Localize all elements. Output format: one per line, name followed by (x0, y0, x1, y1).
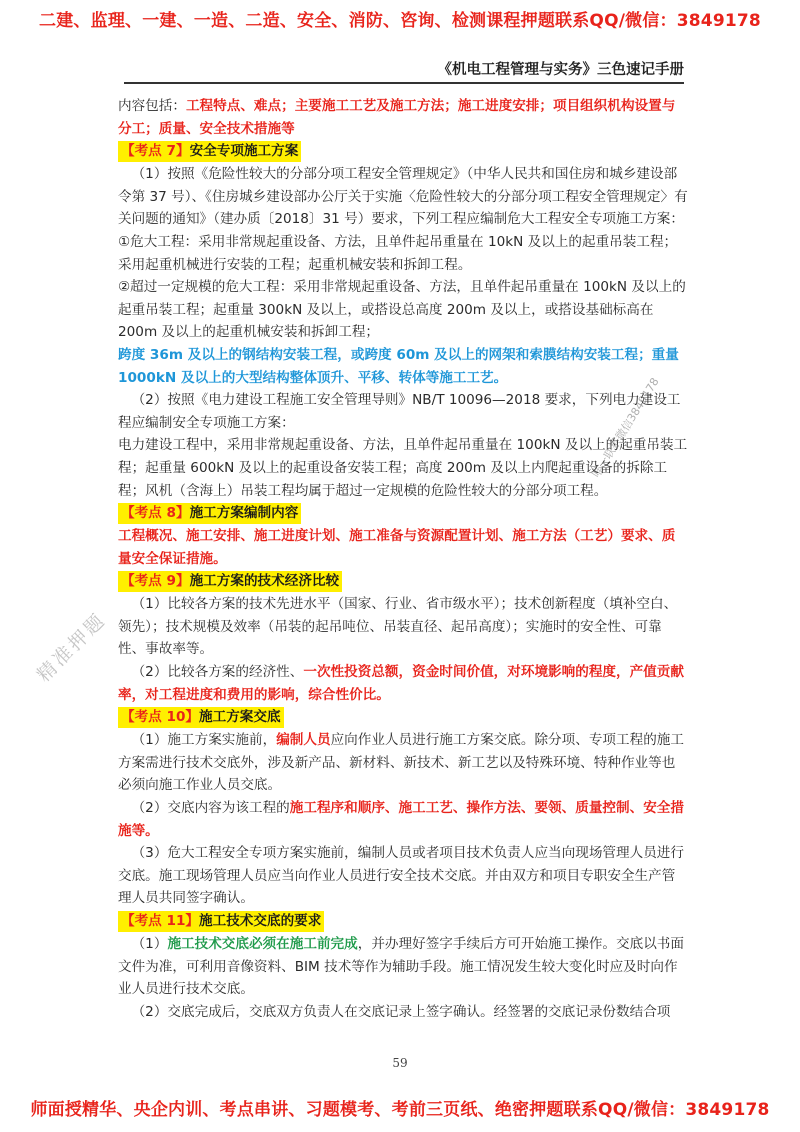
top-banner: 二建、监理、一建、一造、二造、安全、消防、咨询、检测课程押题联系QQ/微信：3849178 (39, 11, 761, 31)
kd10-tag: 【考点 10】 (121, 709, 200, 726)
kd7-paragraph-1: （1）按照《危险性较大的分部分项工程安全管理规定》（中华人民共和国住房和城乡建设部令第 37 号）、《住房城乡建设部办公厅关于实施〈危险性较大的分部分项工程安全管理规定〉有关问题的通知》（建办质〔2018〕31 号）要求，下列工程应编制危大工程安全专项施工方案： (118, 166, 688, 228)
kd11-title: 施工技术交底的要求 (199, 913, 322, 929)
kd8-tag: 【考点 8】 (121, 505, 190, 522)
section-heading-kd10 (118, 707, 284, 728)
watermark-right: 唯一联系微信3849178 (589, 375, 662, 480)
kd7-paragraph-2: （2）按照《电力建设工程施工安全管理导则》NB/T 10096—2018 要求，下列电力建设工程应编制安全专项施工方案： (118, 392, 681, 431)
watermark-left: 精准押题 (32, 608, 111, 687)
kd7-paragraph-3: 电力建设工程中，采用非常规起重设备、方法，且单件起吊重量在 100kN 及以上的起重吊装工程；起重量 600kN 及以上的起重设备安装工程；高度 200m 及以上内爬起重设备的拆除工程；风机（含海上）吊装工程均属于超过一定规模的危险性较大的分部分项工程。 (118, 437, 688, 499)
document-header-title: 《机电工程管理与实务》三色速记手册 (437, 62, 684, 78)
section-heading-kd9 (118, 571, 342, 592)
kd9-tag: 【考点 9】 (121, 573, 190, 590)
kd10-p2-text: （2）交底内容为该工程的 (131, 800, 290, 817)
intro-label: 内容包括： (118, 98, 186, 114)
kd7-title: 安全专项施工方案 (189, 143, 299, 160)
kd9-paragraph-2 (118, 661, 688, 706)
kd11-paragraph-1 (118, 933, 688, 1001)
kd11-p1-green: 施工技术交底必须在施工前完成 (167, 936, 358, 952)
kd10-p1-text-a: （1）施工方案实施前， (131, 732, 277, 749)
kd9-title: 施工方案的技术经济比较 (189, 573, 340, 590)
kd11-paragraph-2: （2）交底完成后，交底双方负责人在交底记录上签字确认。经签署的交底记录份数结合项 (131, 1003, 671, 1020)
kd10-p1-text-b: 应向作业人员进行施工方案交底。除分项、专项工程的施工方案需进行技术交底外，涉及新产品、新材料、新技术、新工艺以及特殊环境、特种作业等也必须向施工作业人员交底。 (118, 732, 684, 794)
kd8-red-text: 工程概况、施工安排、施工进度计划、施工准备与资源配置计划、施工方法（工艺）要求、质量安全保证措施。 (118, 528, 676, 567)
kd10-title: 施工方案交底 (199, 709, 281, 726)
section-heading-kd11 (118, 911, 324, 932)
page-number: 59 (392, 1056, 408, 1070)
kd11-p1-text-b: ，并办理好签字手续后方可开始施工操作。交底以书面文件为准，可利用音像资料、BIM 技术等作为辅助手段。施工情况发生较大变化时应及时向作业人员进行技术交底。 (118, 936, 684, 998)
kd10-paragraph-2 (118, 797, 688, 842)
section-heading-kd8 (118, 503, 301, 524)
kd10-paragraph-3: （3）危大工程安全专项方案实施前，编制人员或者项目技术负责人应当向现场管理人员进行交底。施工现场管理人员应当向作业人员进行安全技术交底。并由双方和项目专职安全生产管理人员共同签字确认。 (118, 845, 684, 907)
kd7-blue-highlight: 跨度 36m 及以上的钢结构安装工程，或跨度 60m 及以上的网架和索膜结构安装工程；重量 1000kN 及以上的大型结构整体顶升、平移、转体等施工工艺。 (118, 346, 679, 386)
intro-key-points: 工程特点、难点；主要施工工艺及施工方法；施工进度安排；项目组织机构设置与分工；质量、安全技术措施等 (118, 98, 676, 137)
header-divider (124, 82, 684, 84)
kd11-tag: 【考点 11】 (121, 913, 200, 929)
kd9-paragraph-1: （1）比较各方案的技术先进水平（国家、行业、省市级水平）；技术创新程度（填补空白、领先）；技术规模及效率（吊装的起吊吨位、吊装直径、起吊高度）；实施时的安全性、可靠性、事故率等。 (118, 596, 678, 658)
kd7-item-2: ②超过一定规模的危大工程：采用非常规起重设备、方法，且单件起吊重量在 100kN 及以上的起重吊装工程；起重量 300kN 及以上，或搭设总高度 200m 及以上，或搭设基础标高在 200m 及以上的起重机械安装和拆卸工程； (118, 279, 686, 341)
kd7-item-1: ①危大工程：采用非常规起重设备、方法，且单件起吊重量在 10kN 及以上的起重吊装工程；采用起重机械进行安装的工程；起重机械安装和拆卸工程。 (118, 233, 678, 273)
document-body (118, 95, 688, 1023)
kd7-tag: 【考点 7】 (121, 143, 190, 160)
kd9-p2-red: 一次性投资总额，资金时间价值，对环境影响的程度，产值贡献率，对工程进度和费用的影响，综合性价比。 (118, 664, 684, 703)
kd11-p1-text-a: （1） (131, 936, 168, 952)
kd9-p2-text: （2）比较各方案的经济性、 (131, 664, 304, 681)
kd10-p2-red: 施工程序和顺序、施工工艺、操作方法、要领、质量控制、安全措施等。 (118, 800, 684, 839)
kd10-p1-red: 编制人员 (276, 732, 331, 749)
intro-paragraph (118, 95, 688, 140)
bottom-banner: 师面授精华、央企内训、考点串讲、习题模考、考前三页纸、绝密押题联系QQ/微信：3849178 (30, 1100, 770, 1120)
kd8-title: 施工方案编制内容 (189, 505, 299, 522)
kd10-paragraph-1 (118, 729, 688, 797)
section-heading-kd7 (118, 141, 301, 162)
